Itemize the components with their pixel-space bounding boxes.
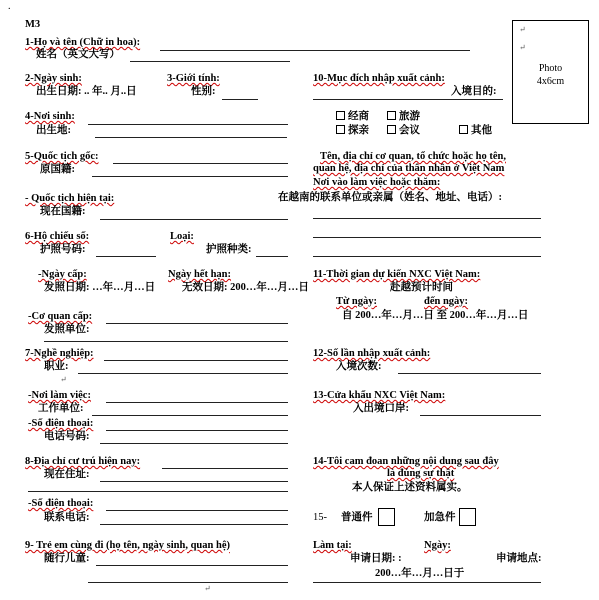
photo-box: ↵ ↵ Photo 4x6cm (512, 20, 589, 124)
field-7c-line-b[interactable] (100, 443, 288, 444)
field-7b-label-cn: 工作单位: (38, 403, 84, 414)
field-14-label-vn-2: là đúng sự thật (387, 468, 455, 479)
field-1-label-cn: 姓名（英文大写） (36, 49, 120, 60)
field-4-line-a[interactable] (88, 124, 288, 125)
field-3-label-cn: 性别: (191, 86, 216, 97)
form-code: M3 (25, 19, 41, 30)
field-1-line-a[interactable] (160, 50, 470, 51)
field-6-label-cn: 护照号码: (40, 244, 86, 255)
field-15-number: 15- (313, 512, 327, 523)
field-12-label-vn: 12-Số lần nhập xuất cảnh: (313, 348, 431, 359)
purpose-option-label: 探亲 (348, 125, 369, 136)
field-6-line-b[interactable] (256, 256, 288, 257)
field-14-label-cn: 本人保证上述资料属实。 (352, 482, 468, 493)
purpose-option-tourism[interactable] (387, 111, 420, 123)
field-1-label-vn: 1-Họ và tên (Chữ in hoa): (25, 37, 141, 48)
field-10-addr-line-c[interactable] (313, 256, 541, 257)
field-8b-label-vn: -Số điện thoại: (28, 498, 94, 509)
field-6c-label-vn: -Cơ quan cấp: (28, 311, 93, 322)
field-8-label-cn: 现在住址: (44, 469, 90, 480)
field-4-label-cn: 出生地: (36, 125, 71, 136)
field-12-line[interactable] (398, 373, 541, 374)
field-6b-exp-vn: Ngày hết hạn: (168, 269, 232, 280)
field-4-label-vn: 4-Nơi sinh: (25, 111, 75, 122)
field-8b-line-b[interactable] (100, 524, 288, 525)
field-6c-line-b[interactable] (44, 341, 288, 342)
checkbox-icon[interactable] (336, 111, 345, 120)
field-6c-label-cn: 发照单位: (44, 324, 90, 335)
sign-date-vn: Ngày: (424, 540, 451, 551)
field-11-from-vn: Từ ngày: (336, 296, 378, 307)
field-10-addr-line-b[interactable] (313, 237, 541, 238)
field-11-to-vn: đến ngày: (424, 296, 469, 307)
field-5b-line[interactable] (100, 219, 288, 220)
field-13-line[interactable] (420, 415, 541, 416)
field-8b-line-a[interactable] (106, 510, 288, 511)
field-8-label-vn: 8-Địa chỉ cư trú hiện nay: (25, 456, 141, 467)
field-8b-label-cn: 联系电话: (44, 512, 90, 523)
field-5b-label-vn: - Quốc tịch hiện tại: (25, 193, 115, 204)
field-10-addr-vn-1: Tên, địa chỉ cơ quan, tổ chức hoặc họ tên, (320, 151, 506, 162)
field-15-normal-label: 普通件 (341, 512, 373, 523)
checkbox-icon[interactable] (336, 125, 345, 134)
field-5b-label-cn: 现在国籍: (40, 206, 86, 217)
field-12-label-cn: 入境次数: (336, 361, 382, 372)
field-4-line-b[interactable] (95, 137, 287, 138)
field-10-addr-vn-2: quan hệ, địa chỉ của thân nhân ở Việt Nam (313, 163, 505, 174)
field-10-addr-cn: 在越南的联系单位或亲属（姓名、地址、电话）: (278, 192, 502, 203)
field-13-label-cn: 入出境口岸: (353, 403, 409, 414)
field-2-label-vn: 2-Ngày sinh: (25, 73, 82, 84)
field-1-line-b[interactable] (130, 61, 290, 62)
field-15-urgent-checkbox[interactable] (459, 508, 476, 526)
field-5-label-vn: 5-Quốc tịch gốc: (25, 151, 99, 162)
field-15-normal-checkbox[interactable] (378, 508, 395, 526)
field-15-urgent-label: 加急件 (424, 512, 456, 523)
field-3-line[interactable] (222, 99, 258, 100)
sign-date-fill: 200…年…月…日于 (375, 568, 465, 579)
purpose-option-business[interactable] (336, 111, 369, 123)
field-10-label-cn: 入境目的: (451, 86, 497, 97)
field-8-line-b[interactable] (100, 481, 288, 482)
field-7-label-vn: 7-Nghề nghiệp: (25, 348, 94, 359)
photo-size: 4x6cm (536, 76, 565, 87)
field-7c-label-vn: -Số điện thoại: (28, 418, 94, 429)
field-6-type-cn: 护照种类: (206, 244, 252, 255)
field-3-label-vn: 3-Giới tính: (167, 73, 220, 84)
field-7b-line-a[interactable] (106, 402, 288, 403)
field-2-label-cn: 出生日期: .. 年.. 月..日 (36, 86, 137, 97)
checkbox-icon[interactable] (459, 125, 468, 134)
field-7-label-cn: 职业: (44, 361, 69, 372)
sign-date-cn: 申请日期: : (350, 553, 402, 564)
field-7-line-b[interactable] (78, 373, 288, 374)
field-9-line-a[interactable] (96, 565, 288, 566)
sign-line[interactable] (313, 582, 541, 583)
field-7c-label-cn: 电话号码: (44, 431, 90, 442)
field-8-line-a[interactable] (162, 468, 288, 469)
field-11-range: 自 200…年…月…日 至 200…年…月…日 (342, 310, 529, 321)
purpose-option-label: 会议 (399, 125, 420, 136)
checkbox-icon[interactable] (387, 125, 396, 134)
field-5-line-a[interactable] (113, 163, 288, 164)
field-5-line-b[interactable] (92, 176, 288, 177)
field-11-label-vn: 11-Thời gian dự kiến NXC Việt Nam: (313, 269, 481, 280)
purpose-option-family[interactable] (336, 125, 369, 137)
purpose-option-label: 经商 (348, 111, 369, 122)
field-9-label-cn: 随行儿童: (44, 553, 90, 564)
purpose-option-label: 其他 (471, 125, 492, 136)
field-6-line-a[interactable] (96, 256, 156, 257)
field-7b-label-vn: -Nơi làm việc: (28, 390, 91, 401)
field-8-line-c[interactable] (28, 491, 288, 492)
field-10-line[interactable] (313, 99, 503, 100)
purpose-option-label: 旅游 (399, 111, 420, 122)
field-7c-line-a[interactable] (106, 430, 288, 431)
field-6b-issue-cn: 发照日期: …年…月…日 (44, 282, 156, 293)
field-6-label-vn: 6-Hộ chiếu số: (25, 231, 90, 242)
field-10-addr-line-a[interactable] (313, 218, 541, 219)
field-7b-line-b[interactable] (92, 415, 288, 416)
checkbox-icon[interactable] (387, 111, 396, 120)
field-6b-issue-vn: -Ngày cấp: (38, 269, 87, 280)
field-6-type-vn: Loại: (170, 231, 194, 242)
field-6b-exp-cn: 无效日期: 200…年…月…日 (182, 282, 309, 293)
field-11-label-cn: 赴越预计时间 (390, 282, 453, 293)
field-10-label-vn: 10-Mục đích nhập xuất cảnh: (313, 73, 445, 84)
field-9-line-b[interactable] (88, 582, 288, 583)
field-13-label-vn: 13-Cửa khẩu NXC Việt Nam: (313, 390, 446, 401)
field-9-label-vn: 9- Trẻ em cùng đi (họ tên, ngày sinh, quan hệ) (25, 540, 230, 551)
purpose-option-other[interactable] (459, 125, 492, 137)
field-14-label-vn-1: 14-Tôi cam đoan những nội dung sau đây (313, 456, 499, 467)
field-7-line-a[interactable] (104, 360, 288, 361)
sign-place-vn: Làm tại: (313, 540, 352, 551)
sign-place-cn: 申请地点: (496, 553, 542, 564)
purpose-option-conference[interactable] (387, 125, 420, 137)
field-6c-line-a[interactable] (106, 323, 288, 324)
photo-label: Photo (538, 63, 563, 74)
field-5-label-cn: 原国籍: (40, 164, 75, 175)
field-10-addr-vn-3: Nơi vào làm việc hoặc thăm: (313, 177, 441, 188)
